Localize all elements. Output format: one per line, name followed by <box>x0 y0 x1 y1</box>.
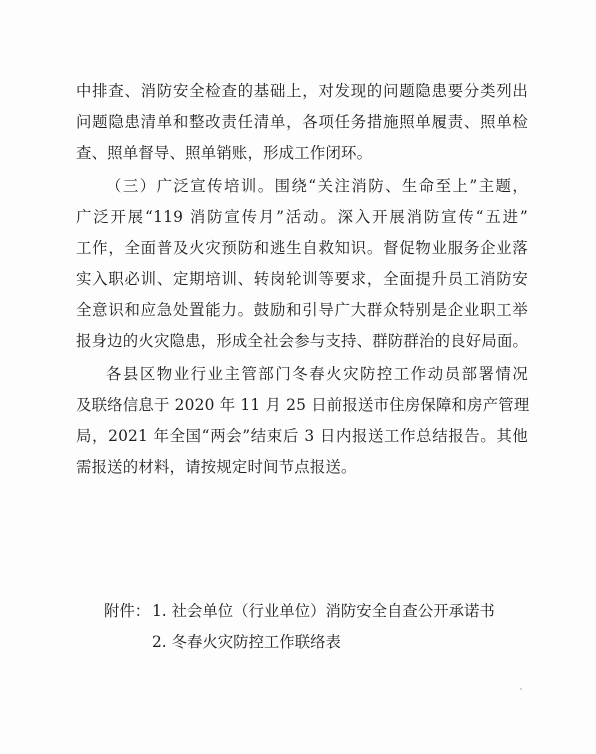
text-line: 需报送的材料，请按规定时间节点报送。 <box>76 458 357 476</box>
text-line: 中排查、消防安全检查的基础上，对发现的问题隐患要分类列出 <box>76 82 528 100</box>
attachment-row <box>104 596 495 627</box>
text-line: （三）广泛宣传培训。围绕“关注消防、生命至上”主题， <box>106 177 528 195</box>
text-line: 及联络信息于 2020 年 11 月 25 日前报送市住房保障和房产管理 <box>76 396 530 414</box>
attachment-item: 1. 社会单位（行业单位）消防安全自查公开承诺书 <box>152 602 495 620</box>
text-line: 查、照单督导、照单销账，形成工作闭环。 <box>76 144 373 162</box>
attachments-block <box>104 596 495 658</box>
text-line: 问题隐患清单和整改责任清单，各项任务措施照单履责、照单检 <box>76 113 528 131</box>
scan-speck <box>520 688 522 690</box>
paragraph-inspection <box>76 76 528 169</box>
text-line: 广泛开展“119 消防宣传月”活动。深入开展消防宣传“五进” <box>76 208 528 226</box>
text-line: 全意识和应急处置能力。鼓励和引导广大群众特别是企业职工举 <box>76 301 528 319</box>
attachment-item: 2. 冬春火灾防控工作联络表 <box>152 633 341 651</box>
attachment-row <box>104 627 495 658</box>
text-line: 实入职必训、定期培训、转岗轮训等要求，全面提升员工消防安 <box>76 270 528 288</box>
paragraph-reporting <box>76 359 528 483</box>
attachments-label: 附件： <box>104 602 151 620</box>
text-line: 工作，全面普及火灾预防和逃生自救知识。督促物业服务企业落 <box>76 239 528 257</box>
text-line: 各县区物业行业主管部门冬春火灾防控工作动员部署情况 <box>106 365 528 383</box>
text-line: 局，2021 年全国“两会”结束后 3 日内报送工作总结报告。其他 <box>76 427 528 445</box>
text-line: 报身边的火灾隐患，形成全社会参与支持、群防群治的良好局面。 <box>76 332 529 350</box>
document-body <box>76 76 528 485</box>
paragraph-training <box>76 171 528 357</box>
